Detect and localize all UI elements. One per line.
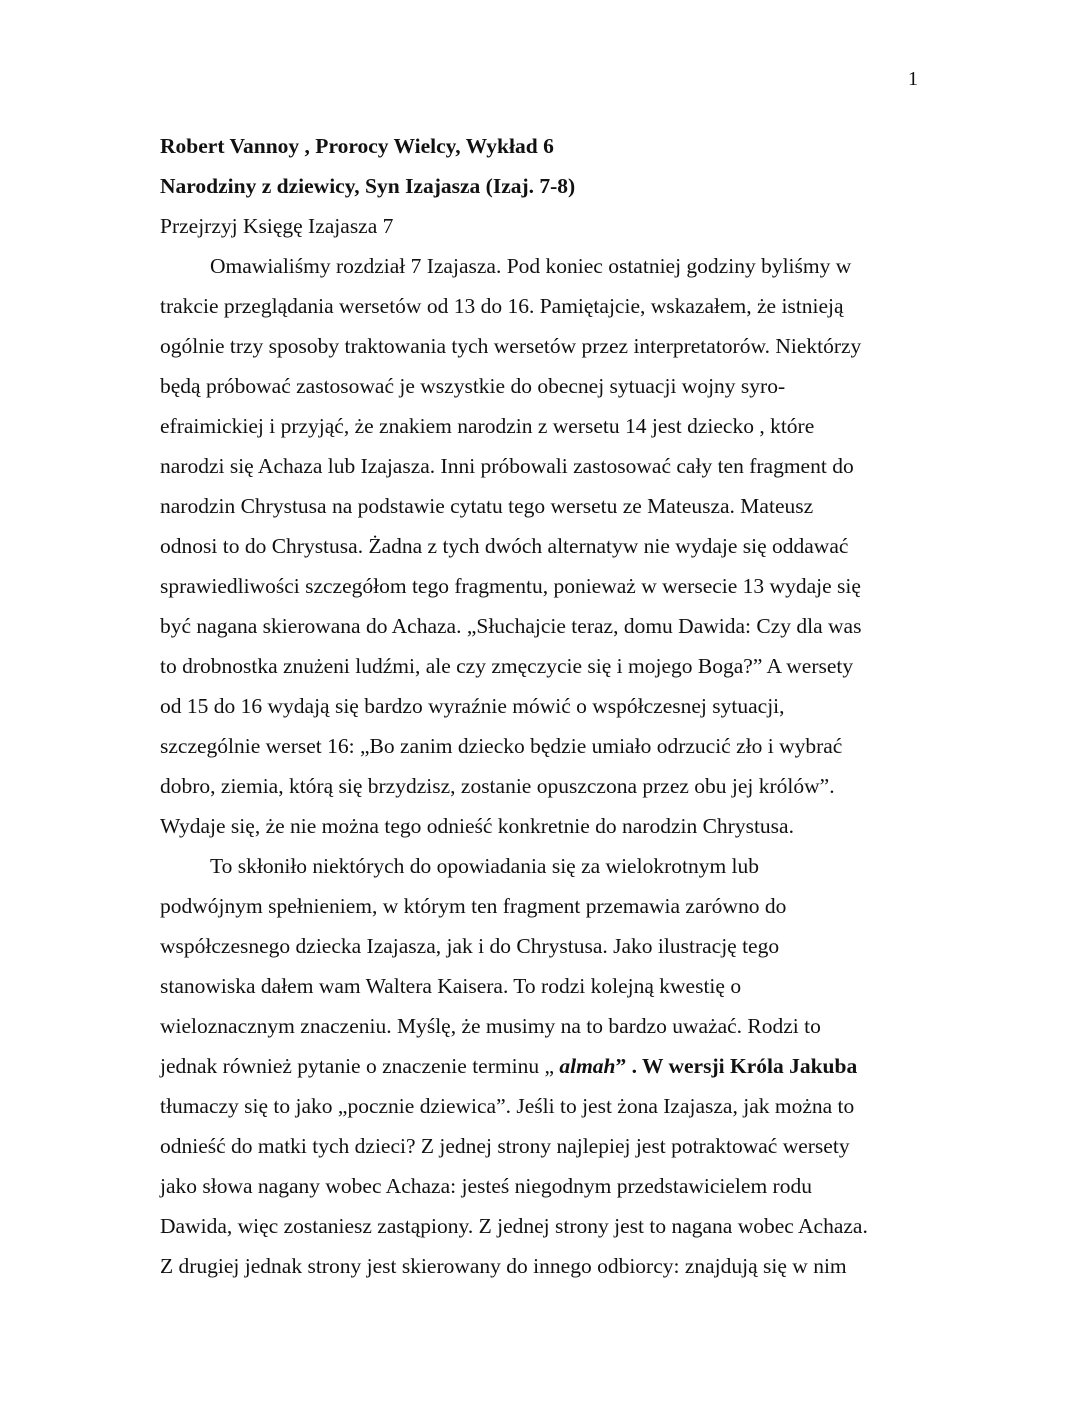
page-number: 1 [908, 68, 918, 90]
paragraph-line: wieloznacznym znaczeniu. Myślę, że musimy na to bardzo uważać. Rodzi to [160, 1014, 821, 1038]
paragraph-2 [160, 846, 922, 1286]
paragraph-line: szczególnie werset 16: „Bo zanim dziecko będzie umiało odrzucić zło i wybrać [160, 734, 843, 758]
paragraph-line: narodzi się Achaza lub Izajasza. Inni próbowali zastosować cały ten fragment do [160, 454, 854, 478]
paragraph-line: Dawida, więc zostaniesz zastąpiony. Z jednej strony jest to nagana wobec Achaza. [160, 1214, 868, 1238]
paragraph-line: sprawiedliwości szczegółom tego fragmentu, ponieważ w wersecie 13 wydaje się [160, 574, 861, 598]
paragraph-line: to drobnostka znużeni ludźmi, ale czy zmęczycie się i mojego Boga?” A wersety [160, 654, 854, 678]
paragraph-line: Omawialiśmy rozdział 7 Izajasza. Pod koniec ostatniej godziny byliśmy w [210, 254, 852, 278]
paragraph-line: odnosi to do Chrystusa. Żadna z tych dwóch alternatyw nie wydaje się oddawać [160, 534, 849, 558]
paragraph-1 [160, 246, 922, 846]
paragraph-line: Z drugiej jednak strony jest skierowany do innego odbiorcy: znajdują się w nim [160, 1254, 847, 1278]
reading-instruction: Przejrzyj Księgę Izajasza 7 [160, 214, 394, 238]
paragraph-line: odnieść do matki tych dzieci? Z jednej strony najlepiej jest potraktować wersety [160, 1134, 850, 1158]
term-line-prefix: jednak również pytanie o znaczenie terminu „ [160, 1054, 560, 1078]
paragraph-line: współczesnego dziecka Izajasza, jak i do Chrystusa. Jako ilustrację tego [160, 934, 780, 958]
lecture-title: Robert Vannoy , Prorocy Wielcy, Wykład 6 [160, 134, 554, 158]
term-line-suffix: ” . W wersji Króla Jakuba [615, 1054, 858, 1078]
paragraph-line: podwójnym spełnieniem, w którym ten fragment przemawia zarówno do [160, 894, 787, 918]
paragraph-line: dobro, ziemia, którą się brzydzisz, zostanie opuszczona przez obu jej królów”. [160, 774, 835, 798]
document-body [160, 126, 922, 1286]
hebrew-term-almah: almah [559, 1054, 616, 1078]
lecture-subtitle: Narodziny z dziewicy, Syn Izajasza (Izaj. 7-8) [160, 174, 576, 198]
paragraph-line: stanowiska dałem wam Waltera Kaisera. To rodzi kolejną kwestię o [160, 974, 742, 998]
paragraph-line: od 15 do 16 wydają się bardzo wyraźnie mówić o współczesnej sytuacji, [160, 694, 785, 718]
paragraph-line: To skłoniło niektórych do opowiadania się za wielokrotnym lub [210, 854, 760, 878]
paragraph-line: tłumaczy się to jako „pocznie dziewica”. Jeśli to jest żona Izajasza, jak można to [160, 1094, 855, 1118]
paragraph-line: ogólnie trzy sposoby traktowania tych wersetów przez interpretatorów. Niektórzy [160, 334, 862, 358]
paragraph-line: trakcie przeglądania wersetów od 13 do 16. Pamiętajcie, wskazałem, że istnieją [160, 294, 844, 318]
paragraph-line: jako słowa nagany wobec Achaza: jesteś niegodnym przedstawicielem rodu [160, 1174, 812, 1198]
paragraph-line: narodzin Chrystusa na podstawie cytatu tego wersetu ze Mateusza. Mateusz [160, 494, 814, 518]
paragraph-line: efraimickiej i przyjąć, że znakiem narodzin z wersetu 14 jest dziecko , które [160, 414, 815, 438]
paragraph-line: będą próbować zastosować je wszystkie do obecnej sytuacji wojny syro- [160, 374, 786, 398]
paragraph-line-with-term [160, 1046, 922, 1086]
paragraph-line: być nagana skierowana do Achaza. „Słuchajcie teraz, domu Dawida: Czy dla was [160, 614, 862, 638]
paragraph-line: Wydaje się, że nie można tego odnieść konkretnie do narodzin Chrystusa. [160, 814, 794, 838]
